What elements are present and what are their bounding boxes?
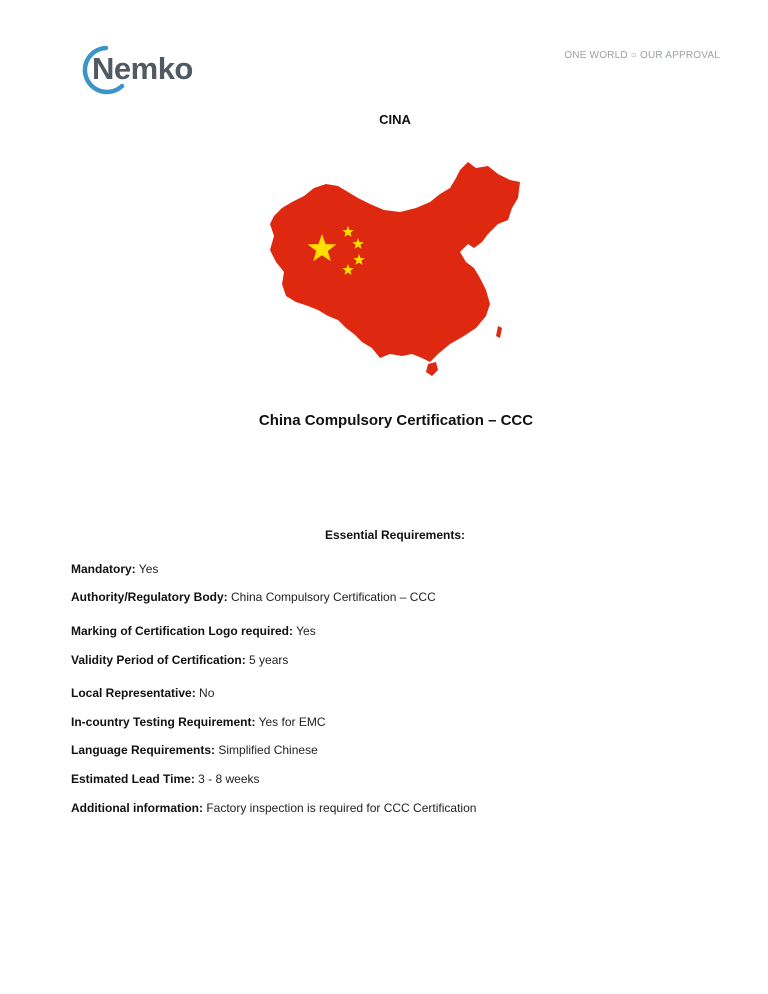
requirement-label: Marking of Certification Logo required:	[71, 624, 294, 638]
nemko-logo	[76, 42, 206, 98]
requirement-label: Additional information:	[71, 801, 203, 815]
requirement-value: 5 years	[245, 653, 289, 667]
requirement-row	[71, 801, 476, 815]
requirement-label: Estimated Lead Time:	[71, 772, 195, 786]
requirement-row	[71, 686, 214, 700]
requirement-label: Validity Period of Certification:	[71, 653, 246, 667]
requirement-value: No	[195, 686, 215, 700]
requirement-label: Authority/Regulatory Body:	[71, 590, 228, 604]
china-map-icon	[262, 158, 526, 380]
china-flag-map	[262, 158, 526, 380]
requirement-row	[71, 624, 316, 638]
certification-title: China Compulsory Certification – CCC	[258, 412, 534, 429]
requirement-row	[71, 653, 288, 667]
requirement-label: Local Representative:	[71, 686, 196, 700]
requirement-row	[71, 772, 260, 786]
requirement-label: Language Requirements:	[71, 743, 216, 757]
requirement-row	[71, 743, 318, 757]
section-title: Essential Requirements:	[324, 528, 466, 542]
requirement-value: Yes	[135, 562, 159, 576]
requirement-label: In-country Testing Requirement:	[71, 715, 256, 729]
requirement-row	[71, 590, 436, 604]
requirement-row	[71, 715, 325, 729]
country-title: CINA	[379, 112, 411, 127]
requirement-value: Yes for EMC	[255, 715, 326, 729]
requirement-row	[71, 562, 158, 576]
requirement-label: Mandatory:	[71, 562, 136, 576]
requirement-value: Yes	[293, 624, 316, 638]
tagline: ONE WORLD ○ OUR APPROVAL	[564, 50, 720, 61]
requirement-value: China Compulsory Certification – CCC	[227, 590, 436, 604]
requirement-value: Simplified Chinese	[215, 743, 318, 757]
requirement-value: Factory inspection is required for CCC Certification	[202, 801, 477, 815]
requirement-value: 3 - 8 weeks	[194, 772, 260, 786]
logo-text: Nemko	[92, 51, 193, 86]
